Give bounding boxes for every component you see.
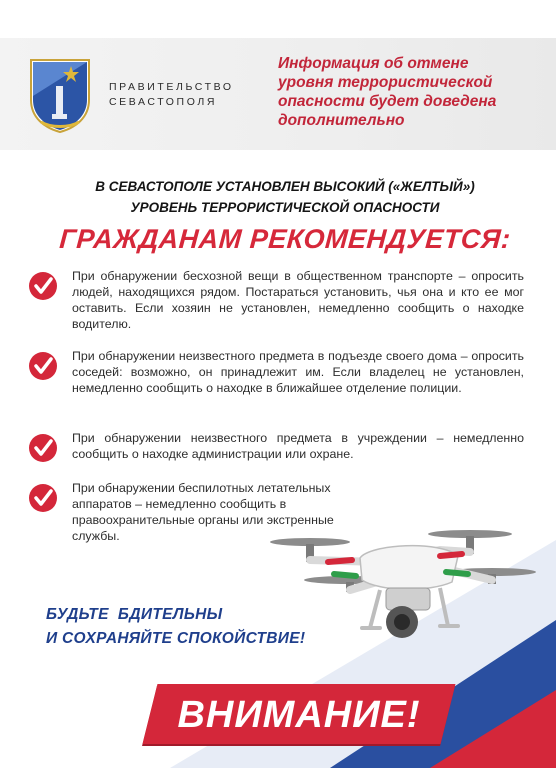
recommend-title: ГРАЖДАНАМ РЕКОМЕНДУЕТСЯ: [58,224,512,254]
sevastopol-coat-of-arms-icon [27,56,93,134]
headline-line1: В СЕВАСТОПОЛЕ УСТАНОВЛЕН ВЫСОКИЙ («ЖЕЛТЫЙ») [95,179,475,194]
vigilance-slogan [46,603,346,651]
headline-line2: УРОВЕНЬ ТЕРРОРИСТИЧЕСКОЙ ОПАСНОСТИ [130,200,440,215]
check-circle-icon [28,433,58,463]
cancellation-notice: Информация об отмене уровня террористической опасности будет доведена дополнительно [278,55,497,129]
government-name-line2: СЕВАСТОПОЛЯ [109,96,218,108]
slogan-line2: И СОХРАНЯЙТЕ СПОКОЙСТВИЕ! [46,630,306,647]
slogan-line1: БУДЬТЕ БДИТЕЛЬНЫ [46,606,223,623]
government-name [109,80,249,110]
government-name-line1: ПРАВИТЕЛЬСТВО [109,81,234,93]
recommendation-text: При обнаружении неизвестного предмета в учреждении – немедленно сообщить о находке администрации или охране. [72,431,524,461]
check-circle-icon [28,271,58,301]
recommendation-text: При обнаружении беспилотных летательных аппаратов – немедленно сообщить в правоохранительные органы или экстренные службы. [72,481,334,543]
recommendation-text: При обнаружении бесхозной вещи в общественном транспорте – опросить людей, находящихся рядом. Постараться установить, чья она и кто ее мог оставить. Если хозяин не установлен, немедленно сообщить о находке водителю. [72,269,524,331]
recommendation-text: При обнаружении неизвестного предмета в подъезде своего дома – опросить соседей: возможно, он принадлежит им. Если владелец не установлен, немедленно сообщить о находке в ближайшее отделение полиции. [72,349,524,395]
check-circle-icon [28,351,58,381]
attention-title: ВНИМАНИЕ! [177,694,421,736]
threat-level-headline [60,176,510,218]
